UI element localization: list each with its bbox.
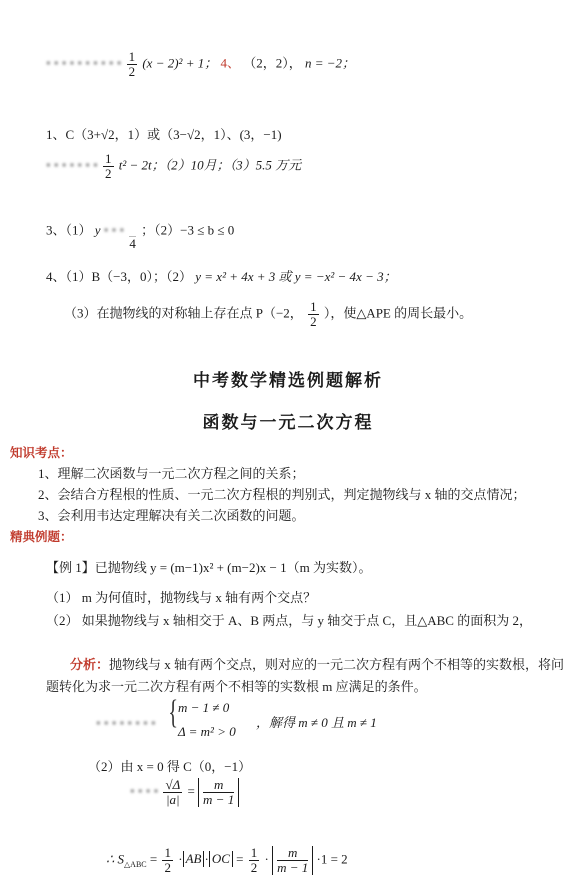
analysis-line-2: 题转化为求一元二次方程有两个不相等的实数根 m 应满足的条件。 — [46, 679, 427, 694]
example-1 — [46, 557, 371, 576]
answer-q3: 3、（1） y ▪ ▪ ▪ 4 ；（2）−3 ≤ b ≤ 0 — [46, 222, 235, 251]
answer-a-n: n = −2； — [305, 55, 356, 71]
blurred-text: ▪ ▪ ▪ ▪ ▪ ▪ ▪ — [46, 157, 98, 173]
ab-length-expression: ▪ ▪ ▪ ▪ $\frac{√\Delta}{|a|}$ = $\frac{m}{m - 1}$ — [130, 778, 239, 807]
area-result: = 2 — [330, 851, 348, 867]
answer-q4-3-text: （3）在抛物线的对称轴上存在点 P（−2， — [64, 305, 303, 321]
examples-heading: 精典例题： — [10, 529, 73, 544]
answer-q2-tail: t² − 2t；（2）10月；（3）5.5 万元 — [118, 157, 302, 173]
answer-q1: 1、C（3+√2，1）或（3−√2，1）、(3，−1) — [46, 127, 282, 142]
blurred-text: ▪ ▪ ▪ ▪ — [130, 783, 159, 799]
item-number-4: 4、 — [220, 55, 240, 71]
knowledge-item-2: 2、会结合方程根的性质、一元二次方程根的判别式，判定抛物线与 x 轴的交点情况； — [38, 487, 526, 502]
example-1-part-1: （1） m 为何值时，抛物线与 x 轴有两个交点？ — [46, 590, 317, 605]
analysis-text-1: 抛物线与 x 轴有两个交点，则对应的一元二次方程有两个不相等的实数根，将问 — [109, 657, 565, 672]
blurred-text: ▪ ▪ ▪ ▪ ▪ ▪ ▪ ▪ ▪ ▪ — [46, 55, 122, 71]
system-result: ，解得 m ≠ 0 且 m ≠ 1 — [256, 715, 377, 730]
answer-line-a — [46, 50, 355, 79]
main-title: 中考数学精选例题解析 — [193, 371, 383, 391]
analysis-label: 分析： — [70, 657, 110, 672]
knowledge-item-3: 3、会利用韦达定理解决有关二次函数的问题。 — [38, 508, 305, 523]
fraction-one-half: $\frac{1}{2}$ — [310, 299, 317, 329]
answer-q3-tail: ；（2）−3 ≤ b ≤ 0 — [141, 222, 235, 238]
answer-q2 — [46, 152, 301, 181]
brace-symbol: { — [168, 694, 179, 731]
example-1-label: 【例 1】 — [46, 560, 95, 575]
system-line-2: Δ = m² > 0 — [178, 724, 236, 739]
answer-a-equation: (x − 2)² + 1； — [142, 55, 218, 71]
answer-q4-3-tail: ），使△APE 的周长最小。 — [323, 305, 473, 321]
step-2: （2）由 x = 0 得 C（0，−1） — [88, 759, 252, 774]
sub-title: 函数与一元二次方程 — [202, 413, 374, 433]
answer-a-point: （2，2）， — [243, 55, 302, 71]
system-line-1: m − 1 ≠ 0 — [178, 700, 230, 715]
blurred-text: ▪ ▪ ▪ — [103, 222, 125, 238]
analysis-line-1 — [70, 654, 564, 673]
example-1-text: 已抛物线 y = (m−1)x² + (m−2)x − 1（m 为实数）。 — [94, 560, 372, 575]
fraction-one-half: $\frac{1}{2}$ — [105, 151, 112, 181]
knowledge-item-1: 1、理解二次函数与一元二次方程之间的关系； — [38, 466, 305, 481]
answer-q4-equation: y = x² + 4x + 3 或 y = −x² − 4x − 3； — [195, 269, 397, 284]
answer-q4-head: 4、（1）B（−3，0）；（2） — [46, 269, 193, 284]
absolute-value-fraction: $\frac{m}{m - 1}$ — [198, 778, 239, 807]
knowledge-heading: 知识考点： — [10, 445, 73, 460]
answer-q3-head: 3、（1） — [46, 222, 92, 238]
fraction-denominator-4: 4 — [129, 222, 136, 251]
fraction-sqrt-delta-over-a: $\frac{√\Delta}{|a|}$ — [165, 777, 181, 807]
area-expression: ∴ $S_{\triangle ABC}$ = $\frac{1}{2}$ · AB · OC = $\frac{1}{2}$ · $\frac{m}{m - 1}$ ·1 = 2 — [106, 845, 348, 875]
fraction-one-half: $\frac{1}{2}$ — [128, 49, 136, 79]
example-1-part-2: （2） 如果抛物线与 x 轴相交于 A、B 两点，与 y 轴交于点 C，且△ABC 的面积为 2， — [46, 613, 532, 628]
answer-q4-3 — [64, 300, 472, 329]
answer-q4 — [46, 266, 397, 285]
blurred-text: ▪ ▪ ▪ ▪ ▪ ▪ ▪ ▪ — [96, 715, 156, 730]
